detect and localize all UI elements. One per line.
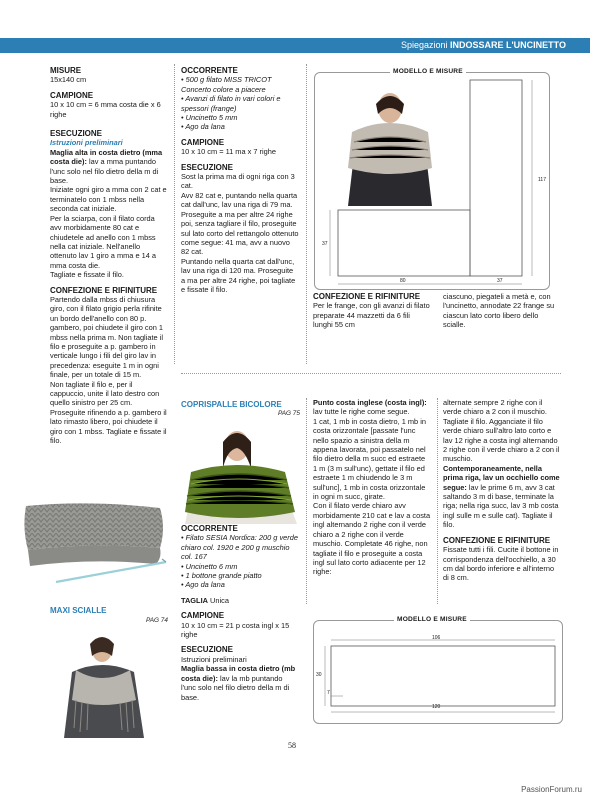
column-1 bbox=[50, 66, 167, 445]
paragraph: Fissate tutti i fili. Cucite il bottone in corrispondenza dell'occhiello, a 30 cm dal bordo inferiore e all'interno di 8 cm. bbox=[443, 545, 559, 583]
esecuzione-heading: ESECUZIONE bbox=[181, 645, 234, 655]
page-number: 58 bbox=[288, 741, 296, 750]
diagram-coprispalle-label: MODELLO E MISURE bbox=[394, 616, 470, 623]
diagram-shawl-label: MODELLO E MISURE bbox=[390, 68, 466, 75]
column-2 bbox=[181, 66, 299, 294]
dim-37-bottom: 37 bbox=[497, 278, 503, 284]
section-name: Spiegazioni bbox=[400, 40, 448, 50]
dim-106: 106 bbox=[432, 635, 441, 641]
dim-30: 30 bbox=[316, 672, 322, 678]
watermark: PassionForum.ru bbox=[521, 785, 582, 794]
occorrente-heading: OCCORRENTE bbox=[181, 524, 238, 533]
dim-7: 7 bbox=[327, 690, 330, 696]
material-item: • 500 g filato MISS TRICOT Concerto colore a piacere bbox=[181, 75, 272, 94]
paragraph: Puntando nella quarta cat dall'unc, lav una riga di 120 ma. Proseguite a ma per altre 24 righe, poi tagliate e fissate il filo. bbox=[181, 256, 296, 294]
column-divider bbox=[174, 64, 175, 364]
stitch-name: Maglia alta in costa dietro (mma costa die): bbox=[50, 147, 163, 167]
shawl-schematic bbox=[314, 72, 548, 288]
paragraph: Per la sciarpa, con il filato corda avv morbidamente 80 cat e chiudetele ad anello con 1 mbss nella cat iniziale. Nell'anello ottenuto lav 1 giro a mma e 14 a mma costa die. bbox=[50, 213, 156, 270]
stitch-desc: lav tutte le righe come segue. bbox=[313, 407, 410, 417]
material-item: • Uncinetto 5 mm bbox=[181, 113, 238, 123]
confezione-heading: CONFEZIONE E RIFINITURE bbox=[50, 285, 158, 295]
paragraph: 1 cat, 1 mb in costa dietro, 1 mb in costa orizzontale [passate l'unc nello spazio a sinistra della m appena lavorata, poi passatelo nel filo dietro della m succ ed estraete 1 m (3 m sull'unc), gettate il filo ed estraete 1 m chiudendo le 3 m sull'unc], 1 mb in costa orizzontale in ogni m succ, girate. bbox=[313, 416, 426, 502]
campione-heading: CAMPIONE bbox=[50, 90, 94, 100]
taglia-heading: TAGLIA bbox=[181, 595, 208, 605]
section-header-bar bbox=[0, 38, 590, 53]
paragraph: Avv 82 cat e, puntando nella quarta cat dall'unc, lav una riga di 79 ma. Proseguite a ma per altre 24 righe poi, senza tagliare il filo, proseguite sul lato corto del rettangolo ottenuto come segue: 41 ma, avv a nuovo 82 cat. bbox=[181, 190, 299, 257]
section-header-text bbox=[401, 38, 566, 53]
taglia-line bbox=[181, 596, 299, 605]
misure-text: 15x140 cm bbox=[50, 75, 87, 85]
stitch-desc: lav a mma puntando l'unc solo nel filo dietro della m di base. bbox=[50, 157, 159, 186]
material-item: • Avanzi di filato in vari colori e spessori (frange) bbox=[181, 94, 281, 113]
column-divider bbox=[437, 398, 438, 604]
taglia-value: Unica bbox=[210, 595, 229, 605]
stitch-name: Maglia bassa in costa dietro (mb costa die): bbox=[181, 664, 296, 683]
paragraph: ciascuno, piegateli a metà e, con l'uncinetto, annodate 22 frange su ciascun lato corto libero dello scialle. bbox=[443, 292, 555, 330]
material-item: • 1 bottone grande piatto bbox=[181, 571, 262, 581]
confezione-heading: CONFEZIONE E RIFINITURE bbox=[313, 292, 421, 301]
column-divider bbox=[306, 64, 307, 364]
paragraph: Con il filato verde chiaro avv morbidamente 210 cat e lav a costa ingl alternando 2 righe con il verde chiaro a 2 righe con il verde muschio. Completate 46 righe, non tagliate il filo e proseguite a costa ingl sul lato corto adiacente per 12 righe: bbox=[313, 501, 431, 577]
instruction-text: lav le prime 6 m, avv 3 cat saltando 3 m di base, terminate la riga; nella riga succ, lav 3 mb costa ingl sulle m e sulle cat). Tagliate il filo. bbox=[443, 482, 559, 530]
maxi-scialle-page-ref: PAG 74 bbox=[146, 617, 168, 624]
stitch-name: Punto costa inglese (costa ingl): bbox=[313, 398, 427, 407]
paragraph: Tagliate e fissate il filo. bbox=[50, 270, 124, 280]
esecuzione-heading: ESECUZIONE bbox=[181, 162, 234, 172]
paragraph bbox=[313, 398, 431, 417]
coprispalle-title: COPRISPALLE BICOLORE bbox=[181, 400, 282, 409]
paragraph: Non tagliate il filo e, per il cappuccio, unite il lato destro con quello sinistro per 25 cm. Proseguite rifinendo a p. gambero il lato rimasto libero, poi chiudete il giro con 1 mbss. Tagliate e fissate il filo. bbox=[50, 379, 167, 446]
section-divider bbox=[181, 373, 561, 374]
paragraph bbox=[181, 664, 299, 702]
campione-heading: CAMPIONE bbox=[181, 611, 225, 621]
paragraph: Tagliate il filo. Agganciate il filo verde chiaro sull'altro lato corto e lav 12 righe a costa ingl alternando 2 righe con il verde chiaro a 2 con il muschio. bbox=[443, 416, 560, 464]
dim-117: 117 bbox=[538, 177, 546, 183]
maxi-scialle-title: MAXI SCIALLE bbox=[50, 606, 107, 615]
paragraph: alternate sempre 2 righe con il verde chiaro a 2 con il muschio. bbox=[443, 398, 547, 417]
campione-heading: CAMPIONE bbox=[181, 137, 225, 147]
dim-80: 80 bbox=[400, 278, 406, 284]
paragraph: Per le frange, con gli avanzi di filato preparate 44 mazzetti da 6 fili lunghi 55 cm bbox=[313, 301, 430, 330]
istruzioni-subheading: Istruzioni preliminari bbox=[50, 138, 123, 148]
dim-120: 120 bbox=[432, 704, 441, 710]
campione-text: 10 x 10 cm = 11 ma x 7 righe bbox=[181, 147, 276, 157]
material-item: • Ago da lana bbox=[181, 122, 225, 132]
paragraph: Sost la prima ma di ogni riga con 3 cat. bbox=[181, 172, 295, 191]
stitch-desc: lav la mb puntando l'unc solo nel filo dietro della m di base. bbox=[181, 673, 290, 702]
misure-heading: MISURE bbox=[50, 66, 82, 75]
shawl-finishing-col bbox=[313, 292, 431, 330]
shawl-finishing-col-2 bbox=[443, 292, 561, 330]
column-divider bbox=[306, 398, 307, 604]
paragraph: Iniziate ogni giro a mma con 2 cat e terminatelo con 1 mbss nella seconda cat iniziale. bbox=[50, 185, 167, 214]
section-title: INDOSSARE L'UNCINETTO bbox=[450, 40, 566, 50]
maxi-scialle-photo bbox=[50, 628, 156, 740]
coprispalle-page-ref: PAG 75 bbox=[278, 410, 300, 417]
column-3 bbox=[313, 398, 431, 577]
occorrente-heading: OCCORRENTE bbox=[181, 66, 238, 75]
confezione-heading: CONFEZIONE E RIFINITURE bbox=[443, 535, 551, 545]
material-item: • Ago da lana bbox=[181, 580, 225, 590]
cowl-photo bbox=[20, 498, 168, 590]
column-4 bbox=[443, 398, 561, 583]
paragraph: Partendo dalla mbss di chiusura giro, con il filato grigio perla rifinite un bordo dell'anello con 80 p. gambero, poi chiudete il giro con 1 mbss nella prima m. Non tagliate il filo e proseguite a p. gambero in verticale lungo i fili del giro lav in precedenza: eseguite 1 m in ogni finale, per un totale di 15 m. bbox=[50, 294, 163, 380]
campione-text: 10 x 10 cm = 6 mma costa die x 6 righe bbox=[50, 100, 161, 119]
material-item: • Filato SESIA Nordica: 200 g verde chiaro col. 1920 e 200 g muschio col. 167 bbox=[181, 533, 298, 562]
dim-37-left: 37 bbox=[322, 241, 328, 247]
esecuzione-heading: ESECUZIONE bbox=[50, 129, 103, 139]
bold-instruction: Contemporaneamente, nella prima riga, lav un occhiello come segue: bbox=[443, 463, 560, 492]
coprispalle-photo bbox=[181, 420, 301, 524]
material-item: • Uncinetto 6 mm bbox=[181, 561, 238, 571]
paragraph bbox=[443, 464, 561, 530]
istruzioni-subheading: Istruzioni preliminari bbox=[181, 654, 247, 664]
coprispalle-col bbox=[181, 524, 299, 702]
paragraph bbox=[50, 148, 167, 186]
campione-text: 10 x 10 cm = 21 p costa ingl x 15 righe bbox=[181, 620, 290, 640]
